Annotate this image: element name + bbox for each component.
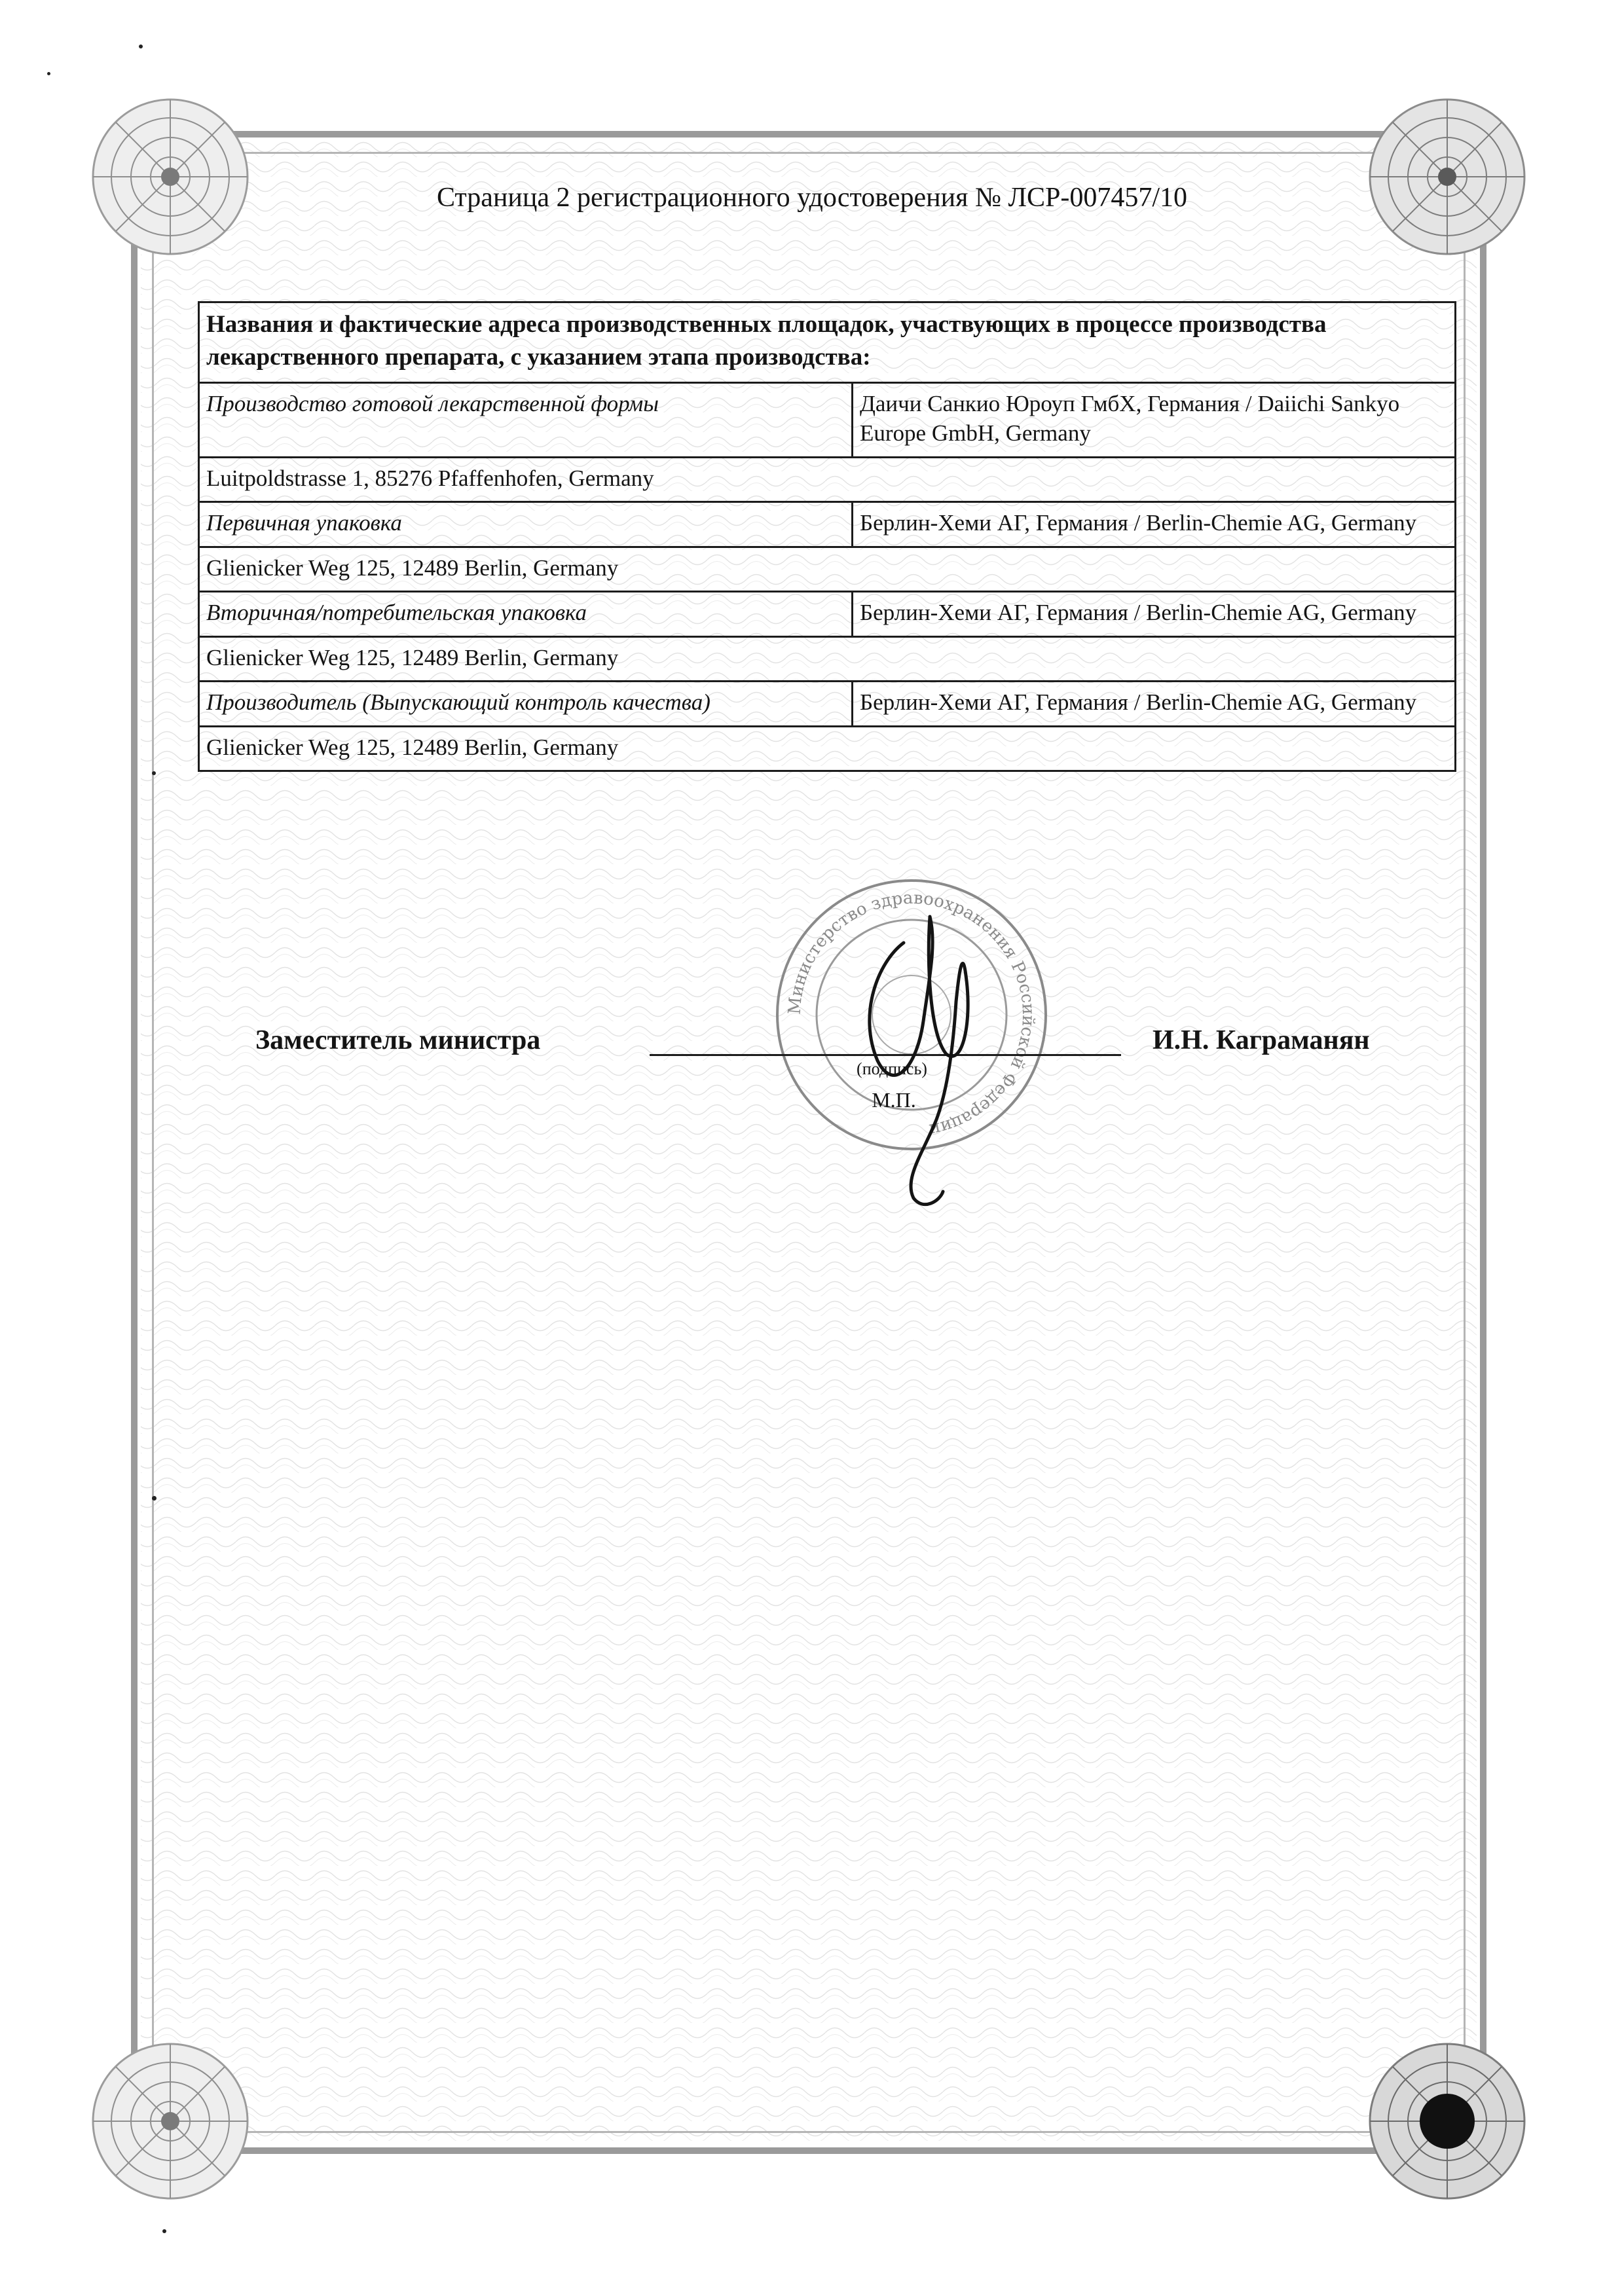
table-row (199, 547, 1456, 592)
svg-text:Министерство здравоохранения Р: Министерство здравоохранения Российской Федерации (784, 888, 1039, 1140)
page-header: Страница 2 регистрационного удостоверения № ЛСР-007457/10 (436, 183, 1188, 213)
production-stage: Производитель (Выпускающий контроль качества) (199, 682, 853, 727)
signature-caption: (подпись) (857, 1059, 927, 1078)
table-row (199, 457, 1456, 502)
table-caption-row (199, 302, 1456, 383)
table-row (199, 382, 1456, 457)
corner-rosette-top-right (1362, 92, 1532, 262)
manufacturer-name: Даичи Санкио Юроуп ГмбХ, Германия / Daiichi Sankyo Europe GmbH, Germany (853, 382, 1456, 457)
corner-rosette-bottom-left (85, 2036, 255, 2206)
scan-speck (162, 2229, 166, 2233)
manufacturer-name: Берлин-Хеми АГ, Германия / Berlin-Chemie AG, Germany (853, 682, 1456, 727)
production-stage: Первичная упаковка (199, 502, 853, 547)
site-address: Luitpoldstrasse 1, 85276 Pfaffenhofen, Germany (199, 457, 1456, 502)
site-address: Glienicker Weg 125, 12489 Berlin, Germany (199, 547, 1456, 592)
manufacturer-name: Берлин-Хеми АГ, Германия / Berlin-Chemie AG, Germany (853, 502, 1456, 547)
signatory-name: И.Н. Каграманян (1153, 1025, 1370, 1055)
corner-rosette-top-left (85, 92, 255, 262)
scan-speck (139, 45, 143, 48)
table-caption: Названия и фактические адреса производственных площадок, участвующих в процессе производства лекарственного препарата, с указанием этапа производства: (199, 302, 1456, 383)
handwritten-signature (832, 903, 1002, 1218)
production-sites-table (198, 301, 1456, 772)
scan-speck (47, 72, 50, 75)
table-row (199, 726, 1456, 771)
signatory-position: Заместитель министра (255, 1025, 541, 1055)
scan-speck (152, 1496, 157, 1501)
table-row (199, 502, 1456, 547)
stamp-place-label: М.П. (872, 1088, 916, 1112)
table-row (199, 682, 1456, 727)
production-sites-table-wrapper (198, 301, 1456, 772)
table-row (199, 636, 1456, 682)
scan-speck (152, 771, 156, 775)
production-stage: Производство готовой лекарственной формы (199, 382, 853, 457)
corner-rosette-bottom-right (1362, 2036, 1532, 2206)
table-row (199, 592, 1456, 637)
production-stage: Вторичная/потребительская упаковка (199, 592, 853, 637)
site-address: Glienicker Weg 125, 12489 Berlin, Germany (199, 636, 1456, 682)
manufacturer-name: Берлин-Хеми АГ, Германия / Berlin-Chemie AG, Germany (853, 592, 1456, 637)
site-address: Glienicker Weg 125, 12489 Berlin, Germany (199, 726, 1456, 771)
